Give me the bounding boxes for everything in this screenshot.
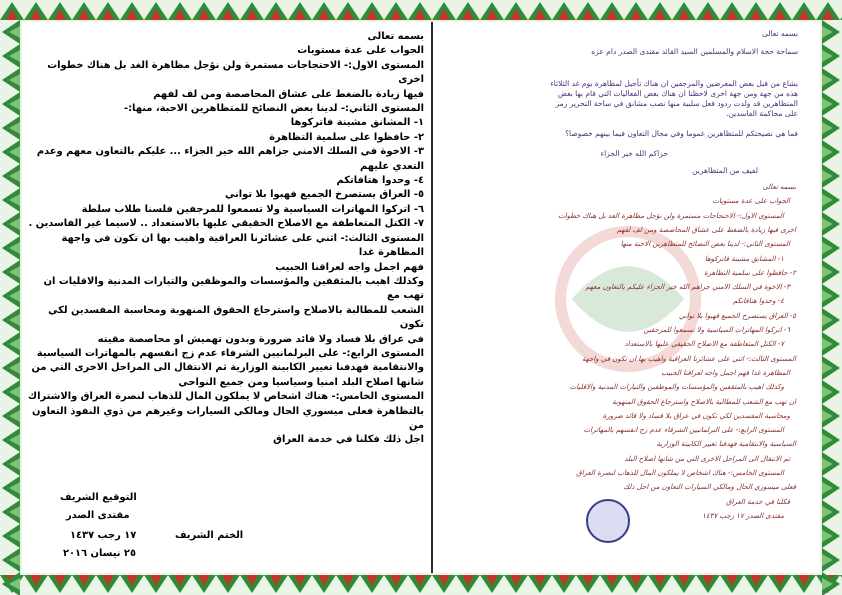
reply-line: ١- المشانق مشينة فاتركوها — [290, 117, 424, 129]
reply-line: فهم اجمل واجه لعراقنا الحبيب — [275, 261, 424, 273]
letter-sender: لفيف من المتظاهرين — [692, 166, 758, 175]
handwritten-line: وكذلك اهيب بالمثقفين والمؤسسات والموظفين والتيارات المدنية والاقليات — [569, 383, 784, 392]
handwritten-line: المستوى الاول:- الاحتجاجات مستمرة ولن نؤجل مظاهرة الغد بل هناك خطوات — [558, 211, 784, 220]
reply-line: ٢- حافظوا على سلمية التظاهرة — [269, 131, 424, 143]
letter-body-line: المتظاهرين قد ولدت ردود فعل سلبية منها نصب مشانق في ساحة التحرير رمز — [555, 99, 798, 108]
reply-line: ٤- وحدوا هتافاتكم — [336, 175, 424, 187]
handwritten-line: ٣- الاخوة في السلك الامني جزاهم الله خير الجزاء عليكم بالتعاون معهم — [585, 283, 790, 292]
reply-line: المستوى الثاني:- لدينا بعض النصائح للمتظاهرين الاحبة، منها:- — [123, 103, 424, 115]
handwritten-line: ان تهب مع الشعب للمطالبة بالاصلاح واسترجاع الحقوق المنهوبة — [612, 397, 796, 406]
handwritten-line: المستوى الثاني:- لدينا بعض النصائح للمتظاهرين الاحبة منها — [620, 240, 790, 249]
letter-body-line: يشاع من قبل بعض المغرضين والمرجفين ان هناك تأجيل لمظاهرة يوم غد الثلاثاء — [550, 79, 798, 88]
handwritten-line: بسمه تعالى — [762, 183, 796, 191]
reply-line: والانتقامية فهدفنا تغيير الكابينة الوزارية ثم الانتقال الى المراحل الاخرى التي من — [31, 362, 424, 374]
handwritten-line: ٧- الكتل المتعاطفة مع الاصلاح الحقيقي عليها بالاستعداد — [624, 340, 784, 349]
reply-line: المستوى الخامس:- هناك اشخاص لا يملكون المال للذهاب لنصرة العراق والاشتراك — [28, 391, 424, 403]
letter-closing: جزاكم الله خير الجزاء — [600, 149, 668, 158]
reply-line: شانها اصلاح البلد امنيا وسياسيا ومن جميع النواحي — [178, 376, 424, 388]
seal-stamp-icon — [586, 499, 630, 543]
handwritten-line: ٢- حافظوا على سلمية التظاهرة — [704, 268, 796, 277]
letter-body-line: هذه من جهة ومن جهة اخرى لاحظنا ان هناك بعض الفعاليات التي قام بها بعض — [557, 89, 798, 98]
seal-label: الختم الشريف — [175, 530, 244, 541]
reply-line: وكذلك اهيب بالمثقفين والمؤسسات والموظفين والتيارات المدنية والاقليات ان تهب مع — [43, 275, 424, 302]
handwritten-line: ثم الانتقال الى المراحل الاخرى التي من شانها اصلاح البلد — [624, 454, 790, 463]
handwritten-line: السياسية والانتقامية فهدفنا تغيير الكابينة الوزارية — [656, 440, 796, 449]
handwritten-line: ٤- وحدوا هتافاتكم — [732, 297, 784, 306]
signature-title: التوقيع الشريف — [60, 492, 137, 503]
reply-line: التعدي عليهم — [360, 160, 424, 172]
handwritten-line: الجواب على عدة مستويات — [712, 197, 790, 206]
reply-line: ٦- اتركوا المهاترات السياسية ولا تسمعوا للمرجفين فلسنا طلاب سلطة — [81, 203, 424, 215]
handwritten-line: مقتدى الصدر ١٧ رجب ١٤٣٧ — [702, 511, 784, 520]
reply-line: بسمه تعالى — [367, 31, 424, 42]
reply-line: الشعب للمطالبة بالاصلاح واسترجاع الحقوق المنهوبة ومحاسبة المفسدين لكي تكون — [48, 304, 424, 331]
handwritten-line: ١- المشانق مشينة فاتركوها — [704, 254, 784, 263]
handwritten-line: ٦- اتركوا المهاترات السياسية ولا تسمعوا للمرجفين — [643, 326, 790, 334]
reply-line: المستوى الرابع:- على البرلمانيين الشرفاء عدم زج انفسهم بالمهاترات السياسية — [36, 347, 424, 359]
handwritten-line: المظاهرة غدا فهم اجمل واجه لعراقنا الحبيب — [661, 368, 790, 377]
handwritten-line: اخرى فيها زيادة بالضغط على عشاق المحاصصة ومن لف لفهم — [616, 225, 796, 234]
letter-header: بسمه تعالى — [761, 29, 798, 38]
reply-line: في عراق بلا فساد ولا قائد ضرورة وبدون تهميش او محاصصة مقيته — [97, 333, 424, 345]
scanned-letter — [438, 24, 818, 572]
reply-line: الجواب على عدة مستويات — [297, 45, 424, 57]
reply-line: اجل ذلك فكلنا في خدمة العراق — [273, 434, 424, 446]
handwritten-line: فعلى ميسوري الحال ومالكي السيارات التعاون من اجل ذلك — [623, 483, 796, 492]
reply-line: المستوى الاول:- الاحتجاجات مستمرة ولن نؤجل مظاهرة الغد بل هناك خطوات اخرى — [47, 59, 424, 86]
reply-line: ٥- العراق يستصرخ الجميع فهبوا بلا تواني — [225, 189, 424, 201]
letter-addressee: سماحة حجة الاسلام والمسلمين السيد القائد مقتدى الصدر دام عزه — [591, 47, 798, 56]
letter-question: فما هي نصيحتكم للمتظاهرين عموما وفي مجال التعاون فيما بينهم خصوصا؟ — [565, 129, 798, 138]
handwritten-line: المستوى الرابع:- على البرلمانيين الشرفاء عدم زج انفسهم بالمهاترات — [583, 426, 784, 435]
letter-body-line: على محاكمة الفاسدين. — [726, 109, 798, 118]
handwritten-line: المستوى الثالث:- اثني على عشائرنا العراقية واهيب بها ان تكون في واجهة — [582, 354, 796, 363]
reply-line: ٧- الكتل المتعاطفة مع الاصلاح الحقيقي عليها بالاستعداد .. لاسيما غير الفاسدين . — [28, 218, 424, 230]
gregorian-date: ٢٥ نيسان ٢٠١٦ — [63, 548, 136, 559]
reply-line: المستوى الثالث:- اثني على عشائرنا العراقية واهيب بها ان تكون في واجهة المظاهرة غدا — [61, 232, 424, 259]
reply-line: بالتظاهرة فعلى ميسوري الحال ومالكي السيارات وغيرهم من ذوي النفوذ التعاون من — [32, 405, 424, 431]
handwritten-line: المستوى الخامس:- هناك اشخاص لا يملكون المال للذهاب لنصرة العراق — [576, 469, 784, 477]
handwritten-line: فكلنا في خدمة العراق — [726, 497, 790, 506]
typed-reply — [26, 30, 424, 448]
reply-line: ٣- الاخوة في السلك الامني جزاهم الله خير الجزاء ... عليكم بالتعاون معهم وعدم — [36, 146, 424, 158]
handwritten-line: ٥- العراق يستصرخ الجميع فهبوا بلا تواني — [678, 311, 796, 320]
handwritten-line: ومحاسبة المفسدين لكي تكون في عراق بلا فساد ولا قائد ضرورة — [602, 411, 790, 420]
hijri-date: ١٧ رجب ١٤٣٧ — [70, 530, 137, 541]
reply-line: فيها زيادة بالضغط على عشاق المحاصصة ومن لف لفهم — [153, 88, 424, 100]
column-divider — [431, 22, 433, 573]
signature-name: مقتدى الصدر — [66, 510, 130, 521]
